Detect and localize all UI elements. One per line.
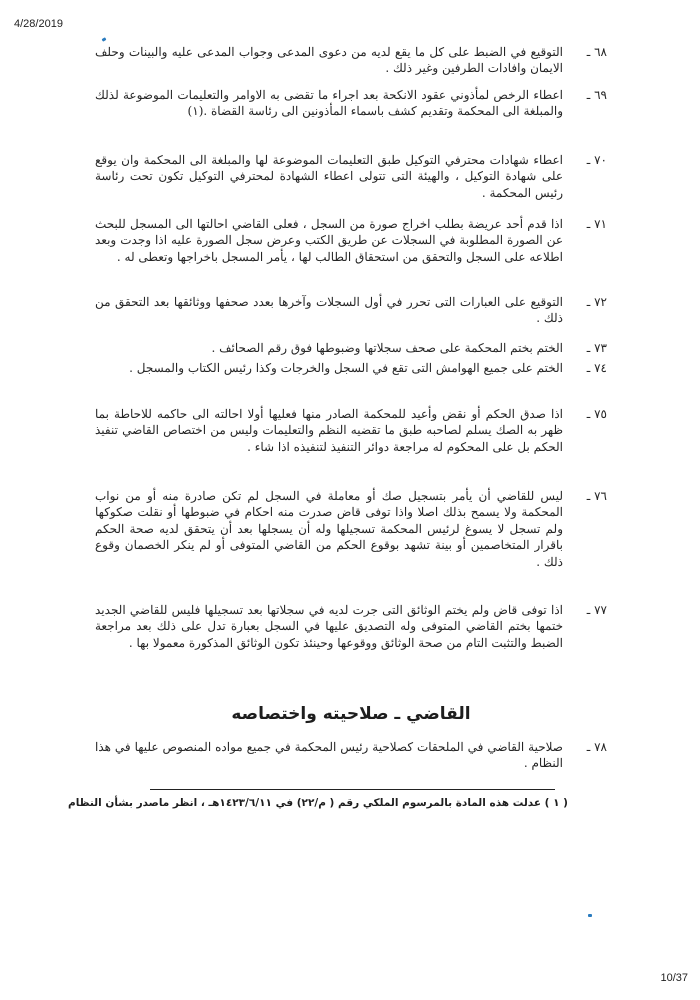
article-number: ٧٢ ـ xyxy=(586,295,607,309)
article-77 xyxy=(95,602,607,651)
article-72 xyxy=(95,294,607,327)
article-number: ٧٨ ـ xyxy=(586,740,607,754)
print-date: 4/28/2019 xyxy=(14,18,63,30)
article-text: اعطاء شهادات محترفي التوكيل طبق التعليمات الموضوعة لها والمبلغة الى المحكمة وان يوقع على شهادة التوكيل ، والهيئة التى تتولى اعطاء الشهادة لمحترفي التوكيل تكون تحت رئاسة رئيس المحكمة . xyxy=(95,153,563,200)
article-number: ٧٠ ـ xyxy=(586,153,607,167)
article-text: ليس للقاضي أن يأمر بتسجيل صك أو معاملة في السجل لم تكن صادرة منه أو من نواب المحكمة ولا يسمح بذلك اصلا واذا توفى قاض صدرت منه احكام في ضبوطها أو نقلت صكوكها ولم تسجل لا يسوغ لرئيس المحكمة تسجيلها وله أن يسجلها بعد أن يتحقق لديه صحة الحكم باقرار المتخاصمين أو بينة تشهد بوقوع الحكم من القاضي المتوفى أو لم ينكر الخصمان وقوع ذلك . xyxy=(95,489,563,569)
article-text: اذا توفى قاض ولم يختم الوثائق التى جرت لديه في سجلاتها بعد تسجيلها فليس للقاضي الجديد ختمها بختم القاضي المتوفى وله التصديق عليها في السجل بعبارة تدل على ذلك بعد مراجعة الضبط والتثبت التام من صحة الوثائق ووقوعها وحينئذ تكون الوثائق المذكورة معمولا بها . xyxy=(95,603,563,650)
article-text: اعطاء الرخص لمأذوني عقود الانكحة بعد اجراء ما تقضى به الاوامر والتعليمات الموضوعة لذلك والمبلغة الى المحكمة وتقديم كشف باسماء المأذونين الى رئاسة القضاة .(١) xyxy=(95,88,563,119)
article-number: ٧٤ ـ xyxy=(586,361,607,375)
article-number: ٦٩ ـ xyxy=(586,88,607,102)
article-number: ٧٦ ـ xyxy=(586,489,607,503)
article-number: ٧٧ ـ xyxy=(586,603,607,617)
article-text: الختم بختم المحكمة على صحف سجلاتها وضبوطها فوق رقم الصحائف . xyxy=(211,341,563,355)
article-text: اذا صدق الحكم أو نقض وأعيد للمحكمة الصادر منها فعليها أولا احالته الى حاكمه للاحاطة بما ظهر به الصك يسلم لصاحبه طبق ما تقضيه النظم والتعليمات وليس من اختصاص القاضي تنفيذ الحكم بل على المحكوم له مراجعة دوائر التنفيذ لتنفيذه اذا شاء . xyxy=(95,407,563,454)
footnote: ( ١ ) عدلت هذه المادة بالمرسوم الملكي رقم ( م/٢٢) في ١٤٢٣/٦/١١هـ ، انظر ماصدر بشأن النظام xyxy=(68,797,568,809)
article-68 xyxy=(95,44,607,77)
article-text: التوقيع على العبارات التى تحرر في أول السجلات وآخرها بعدد صحفها ووثائقها بعد التحقق من ذلك . xyxy=(95,295,563,326)
scan-speck xyxy=(588,914,592,917)
article-text: الختم على جميع الهوامش التى تقع في السجل والخرجات وكذا رئيس الكتاب والمسجل . xyxy=(129,361,563,375)
article-73 xyxy=(95,340,607,356)
article-text: اذا قدم أحد عريضة بطلب اخراج صورة من السجل ، فعلى القاضي احالتها الى المسجل للبحث عن الصورة المطلوبة في السجلات عن طريق الكتب وعرض سجل الصورة عليه اذا وجدت وبعد اطلاعه على السجل والتحقق من استحقاق الطالب لها ، يأمر المسجل باخراجها وتعطى له . xyxy=(95,217,563,264)
page-counter: 10/37 xyxy=(660,972,688,984)
footnote-divider xyxy=(150,789,555,790)
scan-speck xyxy=(102,37,107,42)
article-70 xyxy=(95,152,607,201)
article-75 xyxy=(95,406,607,455)
article-number: ٧٥ ـ xyxy=(586,407,607,421)
article-number: ٦٨ ـ xyxy=(586,45,607,59)
article-78 xyxy=(95,739,607,772)
article-76 xyxy=(95,488,607,570)
article-number: ٧١ ـ xyxy=(586,217,607,231)
article-number: ٧٣ ـ xyxy=(586,341,607,355)
article-text: التوقيع في الضبط على كل ما يقع لديه من دعوى المدعى وجواب المدعى عليه والبينات وحلف الايمان وافادات الطرفين وغير ذلك . xyxy=(95,45,563,76)
section-heading: القاضي ـ صلاحيته واختصاصه xyxy=(231,704,471,724)
article-text: صلاحية القاضي في الملحقات كصلاحية رئيس المحكمة في جميع مواده المنصوص عليها في هذا النظام . xyxy=(95,740,563,771)
article-69 xyxy=(95,87,607,120)
article-74 xyxy=(95,360,607,376)
article-71 xyxy=(95,216,607,265)
